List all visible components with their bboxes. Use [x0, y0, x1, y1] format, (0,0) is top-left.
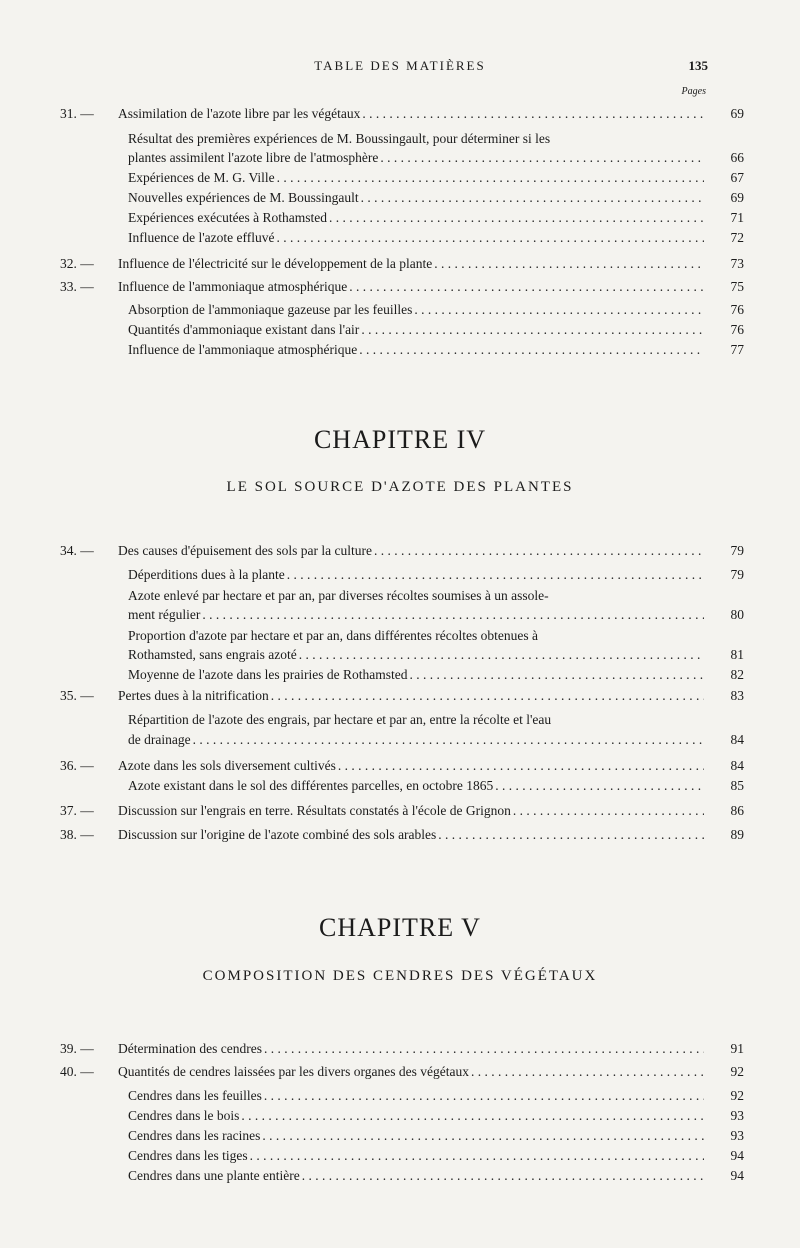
entry-title: Influence de l'ammoniaque atmosphérique: [118, 279, 348, 294]
entry-page: 85: [730, 778, 744, 793]
entry-page: 89: [730, 827, 744, 842]
entry-page: 84: [730, 758, 744, 773]
section-number: 32. —: [60, 256, 94, 271]
entry-title: Détermination des cendres: [118, 1041, 262, 1056]
entry-title: Assimilation de l'azote libre par les végétaux: [118, 106, 361, 121]
entry-title: Cendres dans les feuilles: [128, 1088, 262, 1103]
section-number: 37. —: [60, 803, 94, 818]
entry-page: 67: [730, 170, 744, 185]
entry-title: Influence de l'électricité sur le développement de la plante: [118, 256, 433, 271]
entry-page: 72: [730, 230, 744, 245]
section-number: 38. —: [60, 827, 94, 842]
entry-title: Rothamsted, sans engrais azoté: [128, 647, 297, 662]
entry-title: Influence de l'ammoniaque atmosphérique: [128, 342, 358, 357]
entry-title-line1[interactable]: Azote enlevé par hectare et par an, par diverses récoltes soumises à un assole-: [128, 588, 549, 603]
entry-page: 94: [730, 1148, 744, 1163]
entry-title: Azote existant dans le sol des différentes parcelles, en octobre 1865: [128, 778, 494, 793]
chapter-title: CHAPITRE V: [319, 913, 481, 942]
chapter-subtitle: COMPOSITION DES CENDRES DES VÉGÉTAUX: [202, 968, 598, 984]
entry-page: 92: [730, 1064, 744, 1079]
entry-page: 73: [730, 256, 744, 271]
entry-page: 94: [730, 1168, 744, 1183]
entry-page: 86: [730, 803, 744, 818]
entry-page: 91: [730, 1041, 744, 1056]
section-number: 34. —: [60, 543, 94, 558]
section-number: 39. —: [60, 1041, 94, 1056]
entry-page: 82: [730, 667, 744, 682]
entry-title-line1[interactable]: Répartition de l'azote des engrais, par hectare et par an, entre la récolte et l'eau: [128, 712, 552, 727]
section-number: 33. —: [60, 279, 94, 294]
entry-title: Nouvelles expériences de M. Boussingault: [128, 190, 359, 205]
entry-title-line1[interactable]: Proportion d'azote par hectare et par an, dans différentes récoltes obtenues à: [128, 628, 539, 643]
entry-page: 69: [730, 190, 744, 205]
entry-title: Déperditions dues à la plante: [128, 567, 285, 582]
entry-page: 80: [730, 607, 744, 622]
entry-page: 75: [730, 279, 744, 294]
entry-title: Moyenne de l'azote dans les prairies de Rothamsted: [128, 667, 408, 682]
entry-title: Quantités d'ammoniaque existant dans l'air: [128, 322, 360, 337]
entry-page: 79: [730, 567, 744, 582]
entry-page: 81: [730, 647, 744, 662]
entry-page: 83: [730, 688, 744, 703]
entry-title: Discussion sur l'engrais en terre. Résultats constatés à l'école de Grignon: [118, 803, 511, 818]
entry-page: 71: [730, 210, 744, 225]
entry-title: Cendres dans une plante entière: [128, 1168, 300, 1183]
chapter-subtitle: LE SOL SOURCE D'AZOTE DES PLANTES: [226, 479, 574, 495]
entry-title: Expériences exécutées à Rothamsted: [128, 210, 328, 225]
entry-title: Cendres dans les racines: [128, 1128, 261, 1143]
entry-title: Discussion sur l'origine de l'azote combiné des sols arables: [118, 827, 437, 842]
entry-title: Pertes dues à la nitrification: [118, 688, 269, 703]
entry-page: 84: [730, 732, 744, 747]
entry-page: 93: [730, 1108, 744, 1123]
entry-page: 92: [730, 1088, 744, 1103]
section-number: 31. —: [60, 106, 94, 121]
chapter-title: CHAPITRE IV: [313, 425, 487, 454]
entry-page: 76: [730, 322, 744, 337]
entry-title: Azote dans les sols diversement cultivés: [118, 758, 336, 773]
entry-page: 76: [730, 302, 744, 317]
entry-title: Cendres dans les tiges: [128, 1148, 248, 1163]
entry-page: 66: [730, 150, 744, 165]
entry-title: ment régulier: [128, 607, 201, 622]
entry-title: Expériences de M. G. Ville: [128, 170, 275, 185]
page-number: 135: [688, 58, 708, 73]
section-number: 35. —: [60, 688, 94, 703]
running-head: [0, 58, 800, 78]
pages-column-label: Pages: [681, 86, 706, 97]
section-number: 36. —: [60, 758, 94, 773]
entry-title: plantes assimilent l'azote libre de l'atmosphère: [128, 150, 379, 165]
running-head-title: TABLE DES MATIÈRES: [314, 58, 486, 73]
entry-title: Des causes d'épuisement des sols par la culture: [118, 543, 372, 558]
entry-page: 79: [730, 543, 744, 558]
entry-title: Cendres dans le bois: [128, 1108, 240, 1123]
entry-page: 77: [730, 342, 744, 357]
entry-title: de drainage: [128, 732, 191, 747]
entry-title: Absorption de l'ammoniaque gazeuse par les feuilles: [128, 302, 413, 317]
entry-page: 69: [730, 106, 744, 121]
section-number: 40. —: [60, 1064, 94, 1079]
entry-title: Influence de l'azote effluvé: [128, 230, 275, 245]
entry-title: Quantités de cendres laissées par les divers organes des végétaux: [118, 1064, 470, 1079]
entry-page: 93: [730, 1128, 744, 1143]
entry-title-line1[interactable]: Résultat des premières expériences de M. Boussingault, pour déterminer si les: [128, 131, 551, 146]
